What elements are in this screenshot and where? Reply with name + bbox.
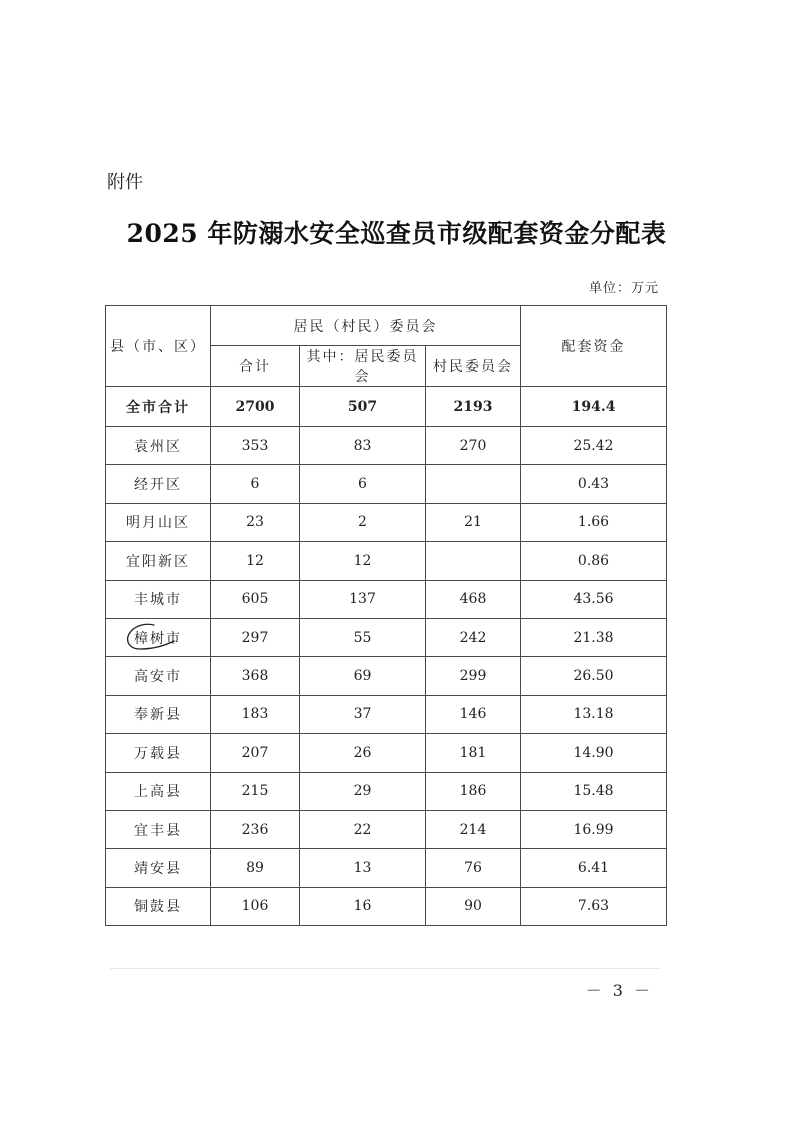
total-row-residents: 507 (300, 387, 426, 427)
pen-circle-mark (124, 622, 188, 652)
header-residents: 其中：居民委员会 (300, 346, 426, 387)
cell-funds: 25.42 (521, 427, 667, 465)
cell-funds: 15.48 (521, 772, 667, 810)
cell-residents: 16 (300, 887, 426, 925)
cell-total: 23 (211, 503, 300, 541)
cell-funds: 7.63 (521, 887, 667, 925)
cell-name: 铜鼓县 (106, 887, 211, 925)
total-row-funds: 194.4 (521, 387, 667, 427)
cell-name: 经开区 (106, 465, 211, 503)
cell-villagers: 146 (426, 695, 521, 733)
table-row (106, 503, 667, 541)
cell-residents: 12 (300, 542, 426, 580)
cell-residents: 137 (300, 580, 426, 618)
cell-funds: 13.18 (521, 695, 667, 733)
cell-residents: 22 (300, 810, 426, 848)
cell-residents: 13 (300, 849, 426, 887)
cell-name: 万载县 (106, 734, 211, 772)
cell-funds: 14.90 (521, 734, 667, 772)
cell-name: 奉新县 (106, 695, 211, 733)
cell-name: 丰城市 (106, 580, 211, 618)
cell-villagers: 468 (426, 580, 521, 618)
table-row (106, 772, 667, 810)
cell-name: 宜丰县 (106, 810, 211, 848)
table-row (106, 887, 667, 925)
cell-name: 明月山区 (106, 503, 211, 541)
table-row (106, 542, 667, 580)
table-row (106, 465, 667, 503)
cell-total: 215 (211, 772, 300, 810)
cell-total: 89 (211, 849, 300, 887)
total-row (106, 387, 667, 427)
cell-residents: 26 (300, 734, 426, 772)
cell-villagers: 90 (426, 887, 521, 925)
attachment-label: 附件 (107, 172, 143, 193)
cell-villagers: 186 (426, 772, 521, 810)
cell-name: 高安市 (106, 657, 211, 695)
cell-total: 12 (211, 542, 300, 580)
table-row (106, 618, 667, 656)
table-row (106, 657, 667, 695)
cell-total: 297 (211, 618, 300, 656)
cell-total: 605 (211, 580, 300, 618)
header-committee-group: 居民（村民）委员会 (211, 306, 521, 346)
total-row-name: 全市合计 (106, 387, 211, 427)
cell-name: 靖安县 (106, 849, 211, 887)
cell-residents: 2 (300, 503, 426, 541)
cell-villagers: 76 (426, 849, 521, 887)
cell-funds: 1.66 (521, 503, 667, 541)
cell-residents: 29 (300, 772, 426, 810)
cell-villagers (426, 542, 521, 580)
cell-funds: 0.43 (521, 465, 667, 503)
cell-villagers: 214 (426, 810, 521, 848)
cell-total: 368 (211, 657, 300, 695)
cell-name: 宜阳新区 (106, 542, 211, 580)
cell-villagers: 181 (426, 734, 521, 772)
cell-funds: 43.56 (521, 580, 667, 618)
header-region: 县（市、区） (106, 306, 211, 387)
cell-funds: 21.38 (521, 618, 667, 656)
cell-total: 353 (211, 427, 300, 465)
cell-residents: 69 (300, 657, 426, 695)
cell-total: 236 (211, 810, 300, 848)
header-row-1 (106, 306, 667, 346)
cell-name: 袁州区 (106, 427, 211, 465)
cell-funds: 16.99 (521, 810, 667, 848)
cell-name: 樟树市 (106, 618, 211, 656)
header-total: 合计 (211, 346, 300, 387)
cell-villagers: 21 (426, 503, 521, 541)
allocation-table (105, 305, 667, 926)
total-row-villagers: 2193 (426, 387, 521, 427)
table-row (106, 695, 667, 733)
cell-funds: 6.41 (521, 849, 667, 887)
table-row (106, 810, 667, 848)
table-row (106, 580, 667, 618)
cell-total: 6 (211, 465, 300, 503)
table-row (106, 734, 667, 772)
cell-funds: 26.50 (521, 657, 667, 695)
header-funds: 配套资金 (521, 306, 667, 387)
page-number: － 3 － (585, 981, 653, 1000)
header-villagers: 村民委员会 (426, 346, 521, 387)
cell-villagers (426, 465, 521, 503)
bleed-through-line (110, 968, 660, 969)
cell-funds: 0.86 (521, 542, 667, 580)
cell-name: 上高县 (106, 772, 211, 810)
document-title: 2025 年防溺水安全巡查员市级配套资金分配表 (126, 219, 667, 248)
cell-residents: 6 (300, 465, 426, 503)
cell-villagers: 242 (426, 618, 521, 656)
cell-total: 106 (211, 887, 300, 925)
cell-residents: 37 (300, 695, 426, 733)
unit-label: 单位：万元 (588, 281, 659, 296)
table-row (106, 849, 667, 887)
cell-villagers: 299 (426, 657, 521, 695)
cell-residents: 83 (300, 427, 426, 465)
table-row (106, 427, 667, 465)
cell-total: 207 (211, 734, 300, 772)
total-row-total: 2700 (211, 387, 300, 427)
cell-residents: 55 (300, 618, 426, 656)
cell-total: 183 (211, 695, 300, 733)
cell-villagers: 270 (426, 427, 521, 465)
